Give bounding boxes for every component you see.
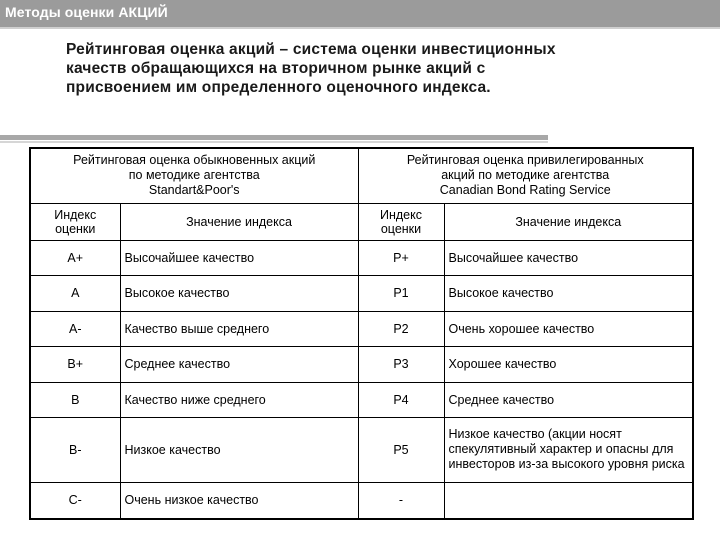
right-value-cell: Высокое качество [444, 275, 693, 311]
rating-table [29, 147, 694, 520]
left-value-cell: Высочайшее качество [120, 240, 358, 275]
left-group-header-line: по методике агентства [128, 168, 260, 183]
page-heading [66, 40, 686, 97]
table-row [30, 311, 693, 346]
right-index-label [358, 203, 444, 240]
left-index-cell: A [30, 275, 120, 311]
right-group-header-line: акций по методике агентства [441, 168, 610, 183]
left-index-cell: A+ [30, 240, 120, 275]
right-index-cell: - [358, 482, 444, 519]
left-value-cell: Высокое качество [120, 275, 358, 311]
left-index-cell: A- [30, 311, 120, 346]
table-group-header-row [30, 148, 693, 203]
right-index-label-line: оценки [380, 221, 422, 236]
left-value-cell: Качество ниже среднего [120, 382, 358, 417]
left-index-label-line: Индекс [54, 207, 97, 222]
left-index-cell: B+ [30, 346, 120, 382]
table-row [30, 240, 693, 275]
left-group-header [30, 148, 358, 203]
left-index-cell: C- [30, 482, 120, 519]
window-title: Методы оценки АКЦИЙ [5, 4, 168, 20]
table-row [30, 417, 693, 482]
section-divider-shadow [0, 141, 548, 143]
table-row [30, 482, 693, 519]
left-index-label [30, 203, 120, 240]
heading-line: качеств обращающихся на вторичном рынке акций с [66, 60, 486, 77]
right-value-cell [444, 482, 693, 519]
right-value-cell: Очень хорошее качество [444, 311, 693, 346]
right-index-label-line: Индекс [380, 207, 422, 222]
table-row [30, 275, 693, 311]
right-group-header-line: Рейтинговая оценка привилегированных [406, 153, 644, 168]
right-index-cell: P2 [358, 311, 444, 346]
left-group-header-line: Рейтинговая оценка обыкновенных акций [73, 153, 316, 168]
right-index-cell: P3 [358, 346, 444, 382]
right-group-header-line: Canadian Bond Rating Service [439, 183, 611, 198]
section-divider [0, 135, 548, 140]
right-value-cell: Хорошее качество [444, 346, 693, 382]
title-rule [0, 27, 720, 29]
left-value-label: Значение индекса [120, 203, 358, 240]
right-group-header [358, 148, 693, 203]
table-row [30, 382, 693, 417]
right-index-cell: P+ [358, 240, 444, 275]
table-row [30, 346, 693, 382]
left-index-label-line: оценки [55, 221, 96, 236]
table-column-header-row [30, 203, 693, 240]
left-index-cell: B- [30, 417, 120, 482]
right-index-cell: P4 [358, 382, 444, 417]
right-value-cell: Низкое качество (акции носят спекулятивный характер и опасны для инвесторов из-за высокого уровня риска [444, 417, 693, 482]
left-value-cell: Низкое качество [120, 417, 358, 482]
left-value-cell: Качество выше среднего [120, 311, 358, 346]
left-value-cell: Очень низкое качество [120, 482, 358, 519]
left-group-header-line: Standart&Poor's [148, 183, 240, 198]
right-value-cell: Среднее качество [444, 382, 693, 417]
left-index-cell: B [30, 382, 120, 417]
right-index-cell: P5 [358, 417, 444, 482]
right-value-label: Значение индекса [444, 203, 693, 240]
right-index-cell: P1 [358, 275, 444, 311]
right-value-cell: Высочайшее качество [444, 240, 693, 275]
heading-line: присвоением им определенного оценочного индекса. [66, 79, 491, 96]
left-value-cell: Среднее качество [120, 346, 358, 382]
title-bar [0, 0, 720, 27]
heading-line: Рейтинговая оценка акций – система оценки инвестиционных [66, 41, 556, 58]
